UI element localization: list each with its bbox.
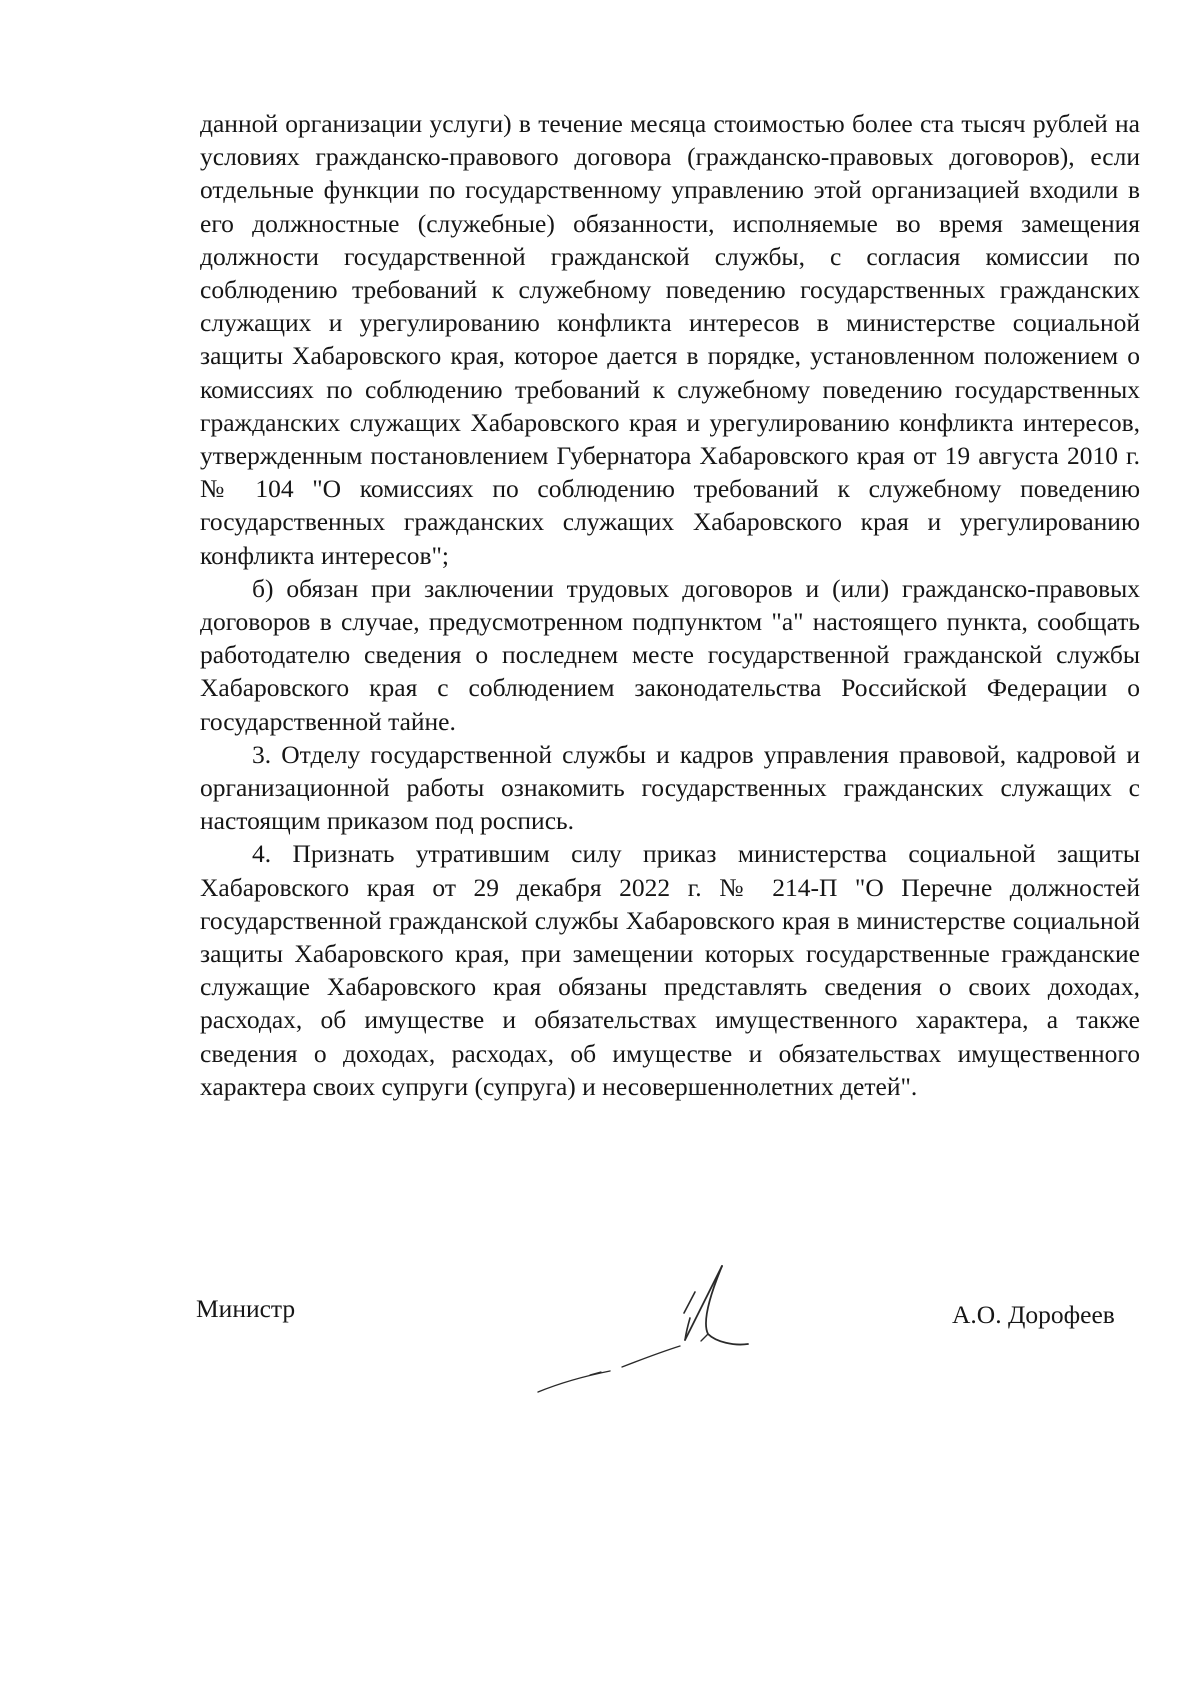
handwritten-signature: [530, 1240, 830, 1440]
document-body: [200, 107, 1140, 1103]
paragraph-point-4: 4. Признать утратившим силу приказ министерства социальной защиты Хабаровского края от 29 декабря 2022 г. № 214-П "О Перечне должностей государственной гражданской службы Хабаровского края в министерстве социальной защиты Хабаровского края, при замещении которых государственные гражданские служащие Хабаровского края обязаны представлять сведения о своих доходах, расходах, об имуществе и обязательствах имущественного характера, а также сведения о доходах, расходах, об имуществе и обязательствах имущественного характера своих супруги (супруга) и несовершеннолетних детей".: [200, 839, 1140, 1101]
signatory-title: Министр: [196, 1294, 296, 1323]
paragraph-continuation: данной организации услуги) в течение месяца стоимостью более ста тысяч рублей на условиях гражданско-правового договора (гражданско-правовых договоров), если отдельные функции по государственному управлению этой организацией входили в его должностные (служебные) обязанности, исполняемые во время замещения должности государственной гражданской службы, с согласия комиссии по соблюдению требований к служебному поведению государственных гражданских служащих и урегулированию конфликта интересов в министерстве социальной защиты Хабаровского края, которое дается в порядке, установленном положением о комиссиях по соблюдению требований к служебному поведению государственных гражданских служащих Хабаровского края и урегулированию конфликта интересов, утвержденным постановлением Губернатора Хабаровского края от 19 августа 2010 г. № 104 "О комиссиях по соблюдению требований к служебному поведению государственных гражданских служащих Хабаровского края и урегулированию конфликта интересов";: [200, 109, 1140, 570]
paragraph-subpoint-b: б) обязан при заключении трудовых договоров и (или) гражданско-правовых договоров в случае, предусмотренном подпунктом "а" настоящего пункта, сообщать работодателю сведения о последнем месте государственной гражданской службы Хабаровского края с соблюдением законодательства Российской Федерации о государственной тайне.: [200, 573, 1140, 736]
signature-block: [0, 1270, 1200, 1420]
signatory-name: А.О. Дорофеев: [952, 1300, 1115, 1329]
paragraph-point-3: 3. Отделу государственной службы и кадров управления правовой, кадровой и организационной работы ознакомить государственных гражданских служащих с настоящим приказом под роспись.: [200, 739, 1140, 836]
